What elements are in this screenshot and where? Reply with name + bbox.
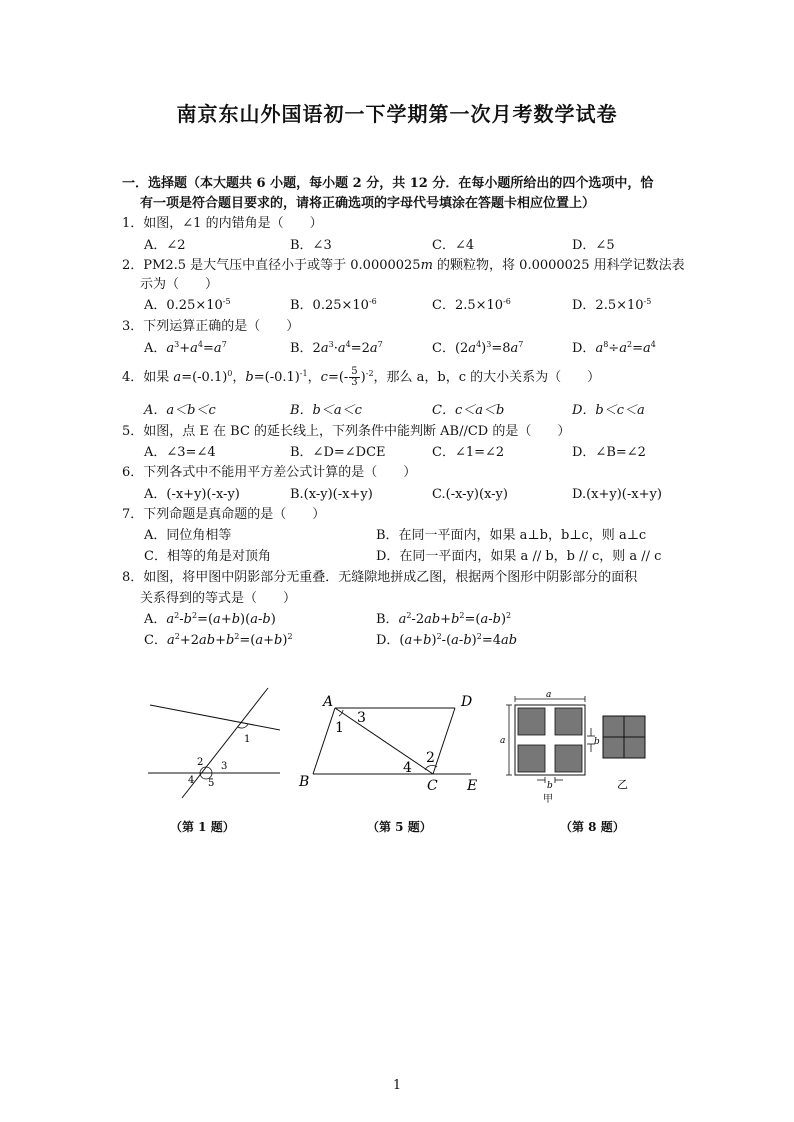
fig5-label-C: C — [427, 778, 438, 794]
q1-option-d: D．∠5 — [572, 238, 615, 253]
q4-option-b: B．b＜a＜c — [290, 403, 362, 418]
fig8-label-yi: 乙 — [617, 778, 628, 791]
q1-option-b: B．∠3 — [290, 238, 332, 253]
q7-option-c: C．相等的角是对顶角 — [144, 549, 271, 564]
fig5-label-2: 2 — [426, 750, 435, 766]
figure-1-caption: （第 1 题） — [170, 820, 235, 834]
page-title: 南京东山外国语初一下学期第一次月考数学试卷 — [176, 102, 618, 126]
q6-stem: 6．下列各式中不能用平方差公式计算的是（ ） — [122, 465, 417, 480]
q2-option-a: A．$0.25\times 10^{-5}$ — [144, 297, 231, 313]
q6-option-c: C.(-x-y)(x-y) — [432, 487, 508, 502]
q1-stem: 1．如图，∠1 的内错角是（ ） — [122, 216, 323, 231]
q2-option-b: B．$0.25\times 10^{-6}$ — [290, 297, 377, 313]
fig5-label-E: E — [467, 778, 478, 794]
q2-stem-cont: 示为（ ） — [140, 277, 219, 292]
q4-option-d: D．b＜c＜a — [572, 403, 645, 418]
q6-option-a: A．(-x+y)(-x-y) — [144, 487, 240, 502]
figure-8-diagram — [495, 688, 660, 810]
fig5-label-1: 1 — [335, 720, 344, 736]
q6-option-b: B.(x-y)(-x+y) — [290, 487, 373, 502]
q5-option-d: D．∠B=∠2 — [572, 445, 646, 460]
section-heading-line1: 一．选择题（本大题共 6 小题，每小题 2 分，共 12 分．在每小题所给出的四个选项中，恰 — [122, 176, 654, 191]
q1-option-c: C．∠4 — [432, 238, 475, 253]
q3-option-c: C．$(2a^4)^3=8a^7$ — [432, 340, 524, 356]
figure-1-diagram — [140, 680, 290, 805]
fig1-label-2: 2 — [197, 757, 204, 768]
q5-option-c: C．∠1=∠2 — [432, 445, 505, 460]
q6-option-d: D.(x+y)(-x+y) — [572, 487, 662, 502]
q5-stem: 5．如图，点 E 在 BC 的延长线上，下列条件中能判断 AB//CD 的是（ ） — [122, 424, 571, 439]
q8-option-a: A．$a^2-b^2=(a+b)(a-b)$ — [144, 611, 276, 627]
fig1-label-5: 5 — [208, 778, 215, 789]
fig1-label-4: 4 — [188, 775, 195, 786]
q4-fraction: $\frac{5}{3}$ — [351, 366, 358, 388]
fig5-label-B: B — [299, 774, 310, 790]
fig5-label-D: D — [461, 694, 473, 710]
q3-option-b: B．$2a^3\cdot a^4=2a^7$ — [290, 340, 383, 356]
q2-stem: 2．PM2.5 是大气压中直径小于或等于 0.0000025m 的颗粒物，将 0.0000025 用科学记数法表 — [122, 258, 685, 273]
q8-option-d: D．$(a+b)^2-(a-b)^2=4ab$ — [376, 632, 518, 648]
fig5-label-4: 4 — [403, 760, 412, 776]
fig8-label-jia: 甲 — [543, 794, 553, 805]
q5-option-b: B．∠D=∠DCE — [290, 445, 386, 460]
q1-option-a: A．∠2 — [144, 238, 186, 253]
figure-8-caption: （第 8 题） — [560, 820, 625, 834]
q7-stem: 7．下列命题是真命题的是（ ） — [122, 507, 326, 522]
q8-option-b: B．$a^2-2ab+b^2=(a-b)^2$ — [376, 611, 512, 627]
q8-stem-line2: 关系得到的等式是（ ） — [140, 591, 297, 606]
fig5-label-A: A — [323, 694, 334, 710]
q3-option-a: A．$a^3+a^4=a^7$ — [144, 340, 227, 356]
q2-option-c: C．$2.5\times 10^{-6}$ — [432, 297, 511, 313]
q2-option-d: D．$2.5\times 10^{-5}$ — [572, 297, 652, 313]
figure-5-caption: （第 5 题） — [367, 820, 432, 834]
q4-option-a: A．a＜b＜c — [144, 403, 216, 418]
page-number: 1 — [392, 1078, 402, 1093]
q4-option-c: C．c＜a＜b — [432, 403, 505, 418]
fig8-label-a-top: a — [546, 690, 552, 700]
fig1-label-3: 3 — [221, 761, 228, 772]
q3-option-d: D．$a^8\div a^2=a^4$ — [572, 340, 656, 356]
section-heading-line2: 有一项是符合题目要求的，请将正确选项的字母代号填涂在答题卡相应位置上） — [140, 196, 596, 211]
q8-option-c: C．$a^2+2ab+b^2=(a+b)^2$ — [144, 632, 293, 648]
fig8-label-b-right: b — [594, 737, 600, 747]
fig1-label-1: 1 — [244, 734, 251, 745]
q5-option-a: A．∠3=∠4 — [144, 445, 216, 460]
q7-option-a: A．同位角相等 — [144, 528, 232, 543]
fig8-label-a-left: a — [500, 736, 506, 746]
q4-stem: 4．如果 $a=(-0.1)^0$，$b=(-0.1)^{-1}$，c=(- $\frac{5}{3}$ )$^{-2}$，那么 a，b，c 的大小关系为（ ） — [122, 366, 601, 388]
fig8-label-b-bottom: b — [547, 781, 553, 791]
q7-option-d: D．在同一平面内，如果 a // b，b // c，则 a // c — [376, 549, 662, 564]
q8-stem-line1: 8．如图，将甲图中阴影部分无重叠．无缝隙地拼成乙图，根据两个图形中阴影部分的面积 — [122, 570, 638, 585]
figure-5-diagram — [295, 690, 490, 800]
q3-stem: 3．下列运算正确的是（ ） — [122, 319, 300, 334]
q7-option-b: B．在同一平面内，如果 a⊥b，b⊥c，则 a⊥c — [376, 528, 647, 543]
fig5-label-3: 3 — [357, 710, 366, 726]
